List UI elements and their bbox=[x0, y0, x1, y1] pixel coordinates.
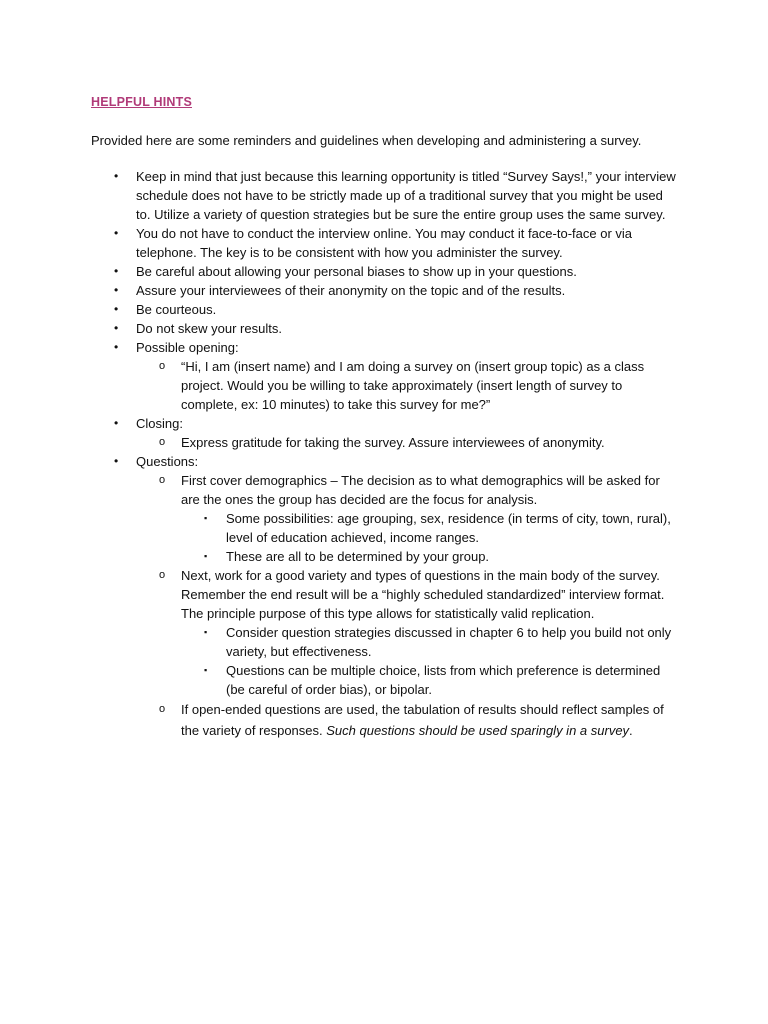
list-item-text: Consider question strategies discussed in chapter 6 to help you build not only variety, but effectiveness. bbox=[226, 625, 672, 659]
helpful-hints-heading: HELPFUL HINTS bbox=[91, 95, 192, 109]
square-bullet-marker: ▪ bbox=[204, 665, 208, 675]
hints-list bbox=[0, 167, 768, 741]
list-item-text: Be courteous. bbox=[136, 302, 217, 317]
list-item-text: If open-ended questions are used, the tabulation of results should reflect samples of the variety of responses. bbox=[181, 702, 664, 738]
list-item-text: First cover demographics – The decision as to what demographics will be asked for are the ones the group has decided are the focus for analysis. bbox=[181, 473, 660, 507]
list-item bbox=[114, 300, 676, 319]
list-item-text: Next, work for a good variety and types of questions in the main body of the survey. Remember the end result will be a “highly scheduled standardized” interview format. The principle purpose of this type allows for statistically valid replication. bbox=[181, 568, 665, 621]
sub-bullet-marker: o bbox=[159, 436, 166, 448]
list-item-text: Some possibilities: age grouping, sex, residence (in terms of city, town, rural), level of education achieved, income ranges. bbox=[226, 511, 671, 545]
sub-bullet-marker: o bbox=[159, 703, 166, 715]
list-item-text: Do not skew your results. bbox=[136, 321, 282, 336]
list-item-text: Express gratitude for taking the survey. Assure interviewees of anonymity. bbox=[181, 435, 605, 450]
intro-paragraph: Provided here are some reminders and guidelines when developing and administering a survey. bbox=[91, 133, 642, 148]
list-item bbox=[114, 262, 676, 281]
list-item-text: Be careful about allowing your personal biases to show up in your questions. bbox=[136, 264, 577, 279]
list-item bbox=[114, 414, 676, 433]
square-bullet-marker: ▪ bbox=[204, 627, 208, 637]
list-item-text: Keep in mind that just because this learning opportunity is titled “Survey Says!,” your interview schedule does not have to be strictly made up of a traditional survey that you might be used to. Utilize a variety of question strategies but be sure the entire group uses the same survey. bbox=[136, 169, 676, 222]
sub-sub-list-item bbox=[204, 661, 676, 699]
sub-bullet-marker: o bbox=[159, 360, 166, 372]
list-item-text: Assure your interviewees of their anonymity on the topic and of the results. bbox=[136, 283, 566, 298]
list-item-text: Questions can be multiple choice, lists from which preference is determined (be careful of order bias), or bipolar. bbox=[226, 663, 661, 697]
list-item bbox=[114, 319, 676, 338]
list-item-italic-text: Such questions should be used sparingly in a survey bbox=[326, 723, 630, 738]
bullet-marker: • bbox=[114, 302, 119, 316]
bullet-marker: • bbox=[114, 169, 119, 183]
sub-list-item bbox=[159, 433, 681, 452]
sub-sub-list-item bbox=[204, 509, 676, 547]
list-item-text: Possible opening: bbox=[136, 340, 239, 355]
list-item bbox=[114, 281, 676, 300]
list-item-text: These are all to be determined by your group. bbox=[226, 549, 490, 564]
square-bullet-marker: ▪ bbox=[204, 513, 208, 523]
bullet-marker: • bbox=[114, 416, 119, 430]
bullet-marker: • bbox=[114, 283, 119, 297]
sub-bullet-marker: o bbox=[159, 474, 166, 486]
bullet-marker: • bbox=[114, 340, 119, 354]
sub-sub-list-item bbox=[204, 547, 676, 566]
list-item bbox=[114, 224, 676, 262]
list-item-text: Questions: bbox=[136, 454, 199, 469]
bullet-marker: • bbox=[114, 226, 119, 240]
sub-list-item bbox=[159, 699, 681, 741]
bullet-marker: • bbox=[114, 321, 119, 335]
list-item-text: “Hi, I am (insert name) and I am doing a survey on (insert group topic) as a class project. Would you be willing to take approximately (insert length of survey to complete, ex: 10 minutes) to take this survey for me?” bbox=[181, 359, 645, 412]
sub-list-item bbox=[159, 357, 681, 414]
sub-bullet-marker: o bbox=[159, 569, 166, 581]
sub-sub-list-item bbox=[204, 623, 676, 661]
square-bullet-marker: ▪ bbox=[204, 551, 208, 561]
bullet-marker: • bbox=[114, 454, 119, 468]
list-item-text: You do not have to conduct the interview online. You may conduct it face-to-face or via telephone. The key is to be consistent with how you administer the survey. bbox=[136, 226, 632, 260]
sub-list-item bbox=[159, 566, 681, 623]
list-item bbox=[114, 452, 676, 471]
list-item-end-text: . bbox=[629, 723, 633, 738]
sub-list-item bbox=[159, 471, 681, 509]
list-item bbox=[114, 167, 676, 224]
list-item-text: Closing: bbox=[136, 416, 183, 431]
bullet-marker: • bbox=[114, 264, 119, 278]
list-item bbox=[114, 338, 676, 357]
